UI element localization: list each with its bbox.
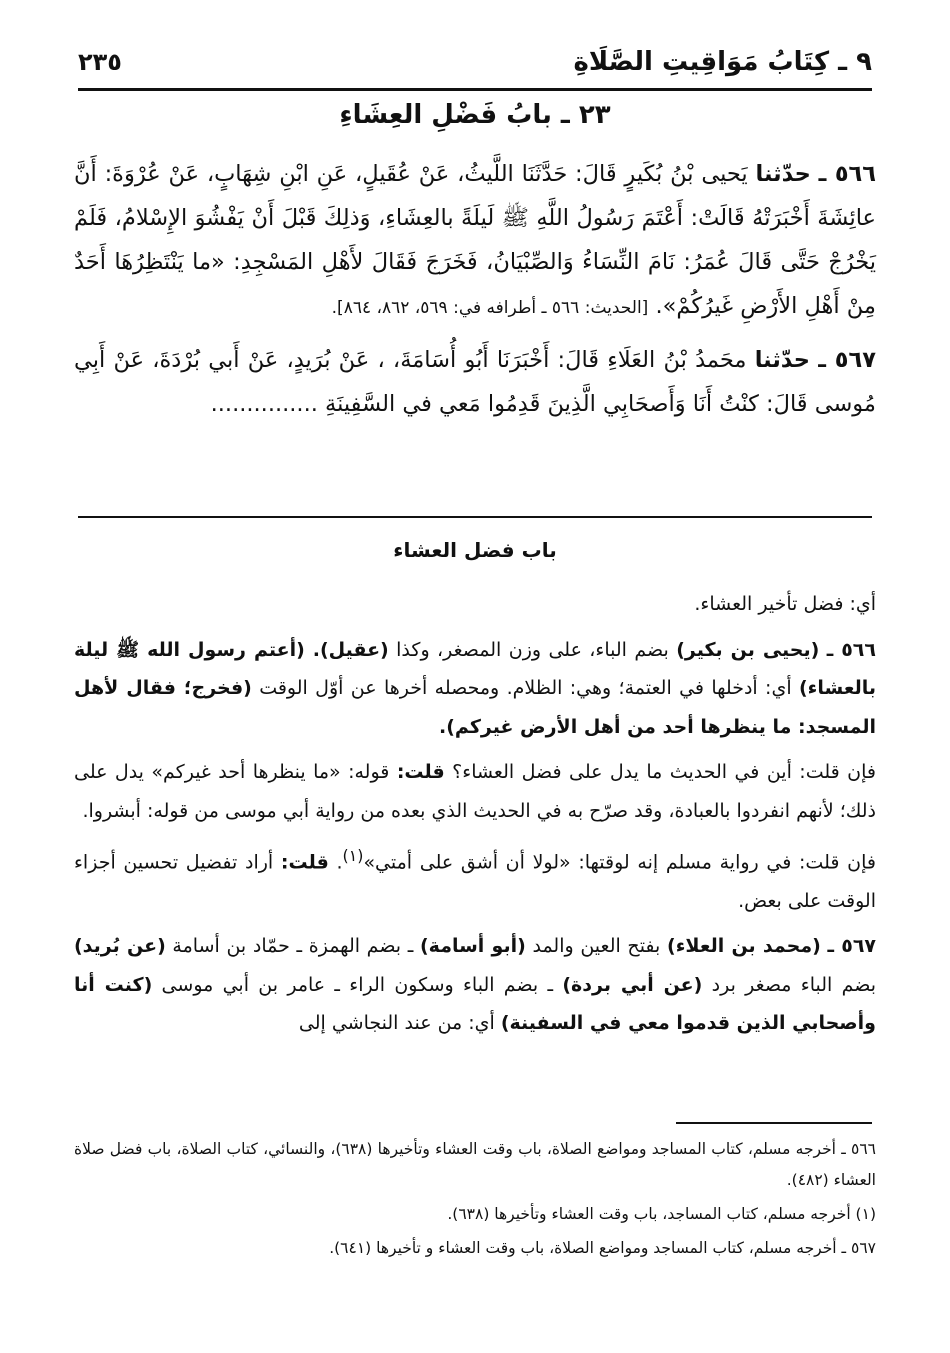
hadith-number: ٥٦٧ ـ	[818, 347, 876, 373]
hadith-body: يَحيى بْنُ بُكَيرٍ قَالَ: حَدَّثَنَا اللَّيثُ، عَنْ عُقَيلٍ، عَنِ ابْنِ شِهَابٍ، عَنْ عُرْوَةَ: أَنَّ عائِشَةَ أَخْبَرَتْهُ قَالَتْ: أَعْتَمَ رَسُولُ اللَّهِ ﷺ لَيلَةً بالعِشَاءِ، وَذلِكَ قَبْلَ أَنْ يَفْشُوَ الإِسْلامُ، فَلَمْ يَخْرُجْ حَتَّى قَالَ عُمَرُ: نَامَ النِّسَاءُ وَالصِّبْيَانُ، فَخَرَجَ فَقَالَ لأَهْلِ المَسْجِدِ: «ما يَنْتَظِرُهَا أَحَدٌ مِنْ أَهْلِ الأَرْضِ غَيرُكُمْ».	[74, 161, 876, 319]
commentary-paragraph	[74, 927, 876, 1043]
quoted-phrase: (محمد بن العلاء)	[667, 935, 821, 958]
commentary-text: أي: فضل تأخير العشاء.	[694, 593, 876, 615]
quoted-phrase: (فخرج؛ فقال لأهل المسجد: ما ينظرها أحد من أهل الأرض غيركم).	[74, 677, 876, 738]
commentary-text: فإن قلت: في رواية مسلم إنه لوقتها: «لولا أن أشق على أمتي»	[363, 851, 876, 874]
hadith-number: ٥٦٦ ـ	[818, 161, 877, 187]
answer-marker: قلت:	[396, 761, 445, 783]
commentary-text: قوله: «ما ينظرها أحد غيركم» يدل على ذلك؛ لأنهم انفردوا بالعبادة، وقد صرّح به في الحديث الذي بعده من رواية أبي موسى من قوله: أبشروا.	[74, 761, 876, 822]
quoted-phrase: (كنت أنا وأصحابي الذين قدموا معي في السفينة)	[74, 973, 876, 1035]
hadith-text-section	[74, 152, 876, 434]
footnote: ٥٦٧ ـ أخرجه مسلم، كتاب المساجد ومواضع الصلاة، باب وقت العشاء و تأخيرها (٦٤١).	[329, 1239, 876, 1257]
commentary-text: ـ بضم الباء وسكون الراء ـ عامر بن أبي موسى	[152, 973, 563, 996]
running-title: ٩ ـ كِتَابُ مَوَاقِيتِ الصَّلَاةِ	[573, 47, 872, 77]
commentary-paragraph	[74, 585, 876, 624]
footnote-rule	[676, 1122, 872, 1124]
hadith-references: [الحديث: ٥٦٦ ـ أطرافه في: ٥٦٩، ٨٦٢، ٨٦٤].	[331, 298, 649, 318]
isnad-lead: حدّثنا	[755, 161, 811, 187]
commentary-text: بفتح العين والمد	[525, 935, 668, 958]
commentary-text: أي: من عند النجاشي إلى	[298, 1012, 501, 1035]
section-divider	[78, 516, 872, 518]
commentary-title: باب فضل العشاء	[393, 538, 557, 562]
page-header	[78, 36, 872, 91]
commentary-text: بضم الباء مصغر برد	[702, 973, 877, 996]
hadith-566	[74, 152, 876, 330]
commentary-text: أي: أدخلها في العتمة؛ وهي: الظلام. ومحصله أخرها عن أوّل الوقت	[251, 677, 799, 699]
footnote: (١) أخرجه مسلم، كتاب المساجد، باب وقت العشاء وتأخيرها (٦٣٨).	[447, 1205, 876, 1223]
commentary-paragraph	[74, 753, 876, 830]
quoted-phrase: (يحيى بن بكير)	[676, 638, 820, 661]
isnad-lead: حدّثنا	[754, 347, 810, 373]
commentary-text: أراد تفضيل تحسين أجزاء الوقت على بعض.	[74, 851, 876, 912]
answer-marker: قلت:	[280, 851, 329, 874]
commentary-text: بضم الباء، على وزن المصغر، وكذا	[388, 638, 677, 661]
hadith-body: محَمدُ بْنُ العَلَاءِ قَالَ: أَخْبَرَنَا أَبُو أُسَامَةَ، ، عَنْ بُرَيدٍ، عَنْ أَبي بُرْدَةَ، عَنْ أَبِي مُوسى قَالَ: كنْتُ أَنَا وَأَصحَابِي الَّذِينَ قَدِمُوا مَعي في السَّفِينَةِ ...............	[74, 347, 876, 417]
quoted-phrase: (عن أبي بردة)	[562, 973, 703, 996]
quoted-phrase: (أعتم رسول الله ﷺ ليلة بالعشاء)	[74, 638, 876, 699]
commentary-paragraph	[74, 631, 876, 747]
quoted-phrase: (عن بُريد)	[74, 935, 166, 958]
page-number: ٢٣٥	[78, 48, 122, 76]
footnote: ٥٦٦ ـ أخرجه مسلم، كتاب المساجد ومواضع الصلاة، باب وقت العشاء وتأخيرها (٦٣٨)، والنسائي، كتاب الصلاة، باب فضل صلاة العشاء (٤٨٢).	[74, 1140, 876, 1189]
commentary-text: فإن قلت: أين في الحديث ما يدل على فضل العشاء؟	[444, 761, 876, 783]
commentary-text: ـ بضم الهمزة ـ حمّاد بن أسامة	[165, 935, 420, 958]
commentary-paragraph	[74, 837, 876, 920]
commentary-section	[74, 585, 876, 1050]
quoted-phrase: (أبو أسامة)	[420, 935, 526, 958]
footnote-marker: (١)	[342, 846, 364, 865]
chapter-title: ٢٣ ـ بابُ فَضْلِ العِشَاءِ	[339, 100, 611, 130]
quoted-phrase: (عقيل).	[312, 638, 389, 661]
hadith-number: ٥٦٧ ـ	[827, 935, 877, 958]
commentary-text: .	[328, 851, 343, 874]
hadith-567	[74, 338, 876, 426]
footnotes-section	[74, 1134, 876, 1267]
hadith-number: ٥٦٦ ـ	[826, 638, 876, 661]
